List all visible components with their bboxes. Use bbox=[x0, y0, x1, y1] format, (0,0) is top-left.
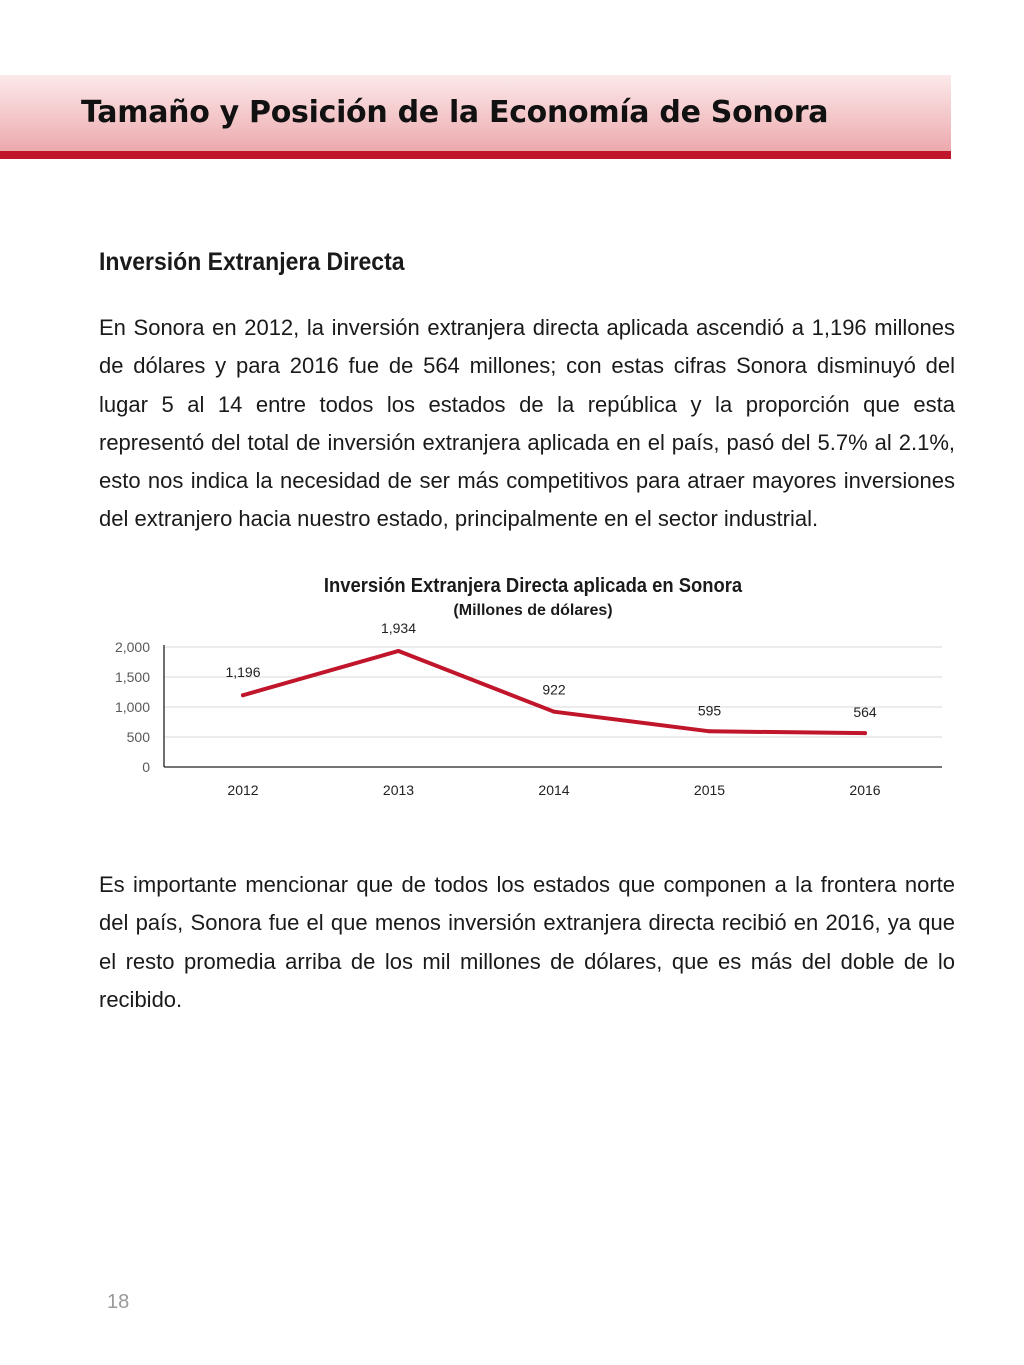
x-tick-label: 2013 bbox=[382, 782, 415, 798]
data-label: 922 bbox=[542, 681, 566, 698]
y-tick-label: 0 bbox=[142, 759, 150, 775]
data-point bbox=[397, 649, 401, 653]
x-tick-label: 2012 bbox=[227, 782, 259, 798]
chart-title: Inversión Extranjera Directa aplicada en Sonora bbox=[323, 575, 743, 597]
header-accent-line bbox=[0, 151, 951, 159]
chart-plot bbox=[100, 570, 960, 810]
y-tick-label: 2,000 bbox=[114, 639, 150, 655]
body-paragraph-1: En Sonora en 2012, la inversión extranjera directa aplicada ascendió a 1,196 millones de dólares y para 2016 fue de 564 millones; con estas cifras Sonora disminuyó del lugar 5 al 14 entre todos los estados de la república y la proporción que esta representó del total de inversión extranjera aplicada en el país, pasó del 5.7% al 2.1%, esto nos indica la necesidad de ser más competitivos para atraer mayores inversiones del extranjero hacia nuestro estado, principalmente en el sector industrial. bbox=[99, 315, 955, 532]
data-label: 595 bbox=[697, 702, 722, 719]
data-label: 1,934 bbox=[380, 619, 417, 636]
page-number: 18 bbox=[107, 1291, 130, 1313]
data-point bbox=[708, 729, 712, 733]
x-tick-label: 2014 bbox=[538, 782, 570, 798]
data-point bbox=[241, 693, 245, 697]
line-chart bbox=[100, 570, 960, 810]
data-label: 1,196 bbox=[225, 664, 261, 681]
x-tick-label: 2015 bbox=[693, 782, 726, 798]
data-point bbox=[863, 731, 867, 735]
section-heading: Inversión Extranjera Directa bbox=[99, 248, 405, 276]
data-point bbox=[552, 710, 556, 714]
page-title: Tamaño y Posición de la Economía de Sonora bbox=[81, 95, 829, 130]
x-tick-label: 2016 bbox=[849, 782, 881, 798]
y-tick-label: 1,000 bbox=[114, 699, 150, 715]
body-paragraph-2: Es importante mencionar que de todos los estados que componen a la frontera norte del país, Sonora fue el que menos inversión extranjera directa recibió en 2016, ya que el resto promedia arriba de los mil millones de dólares, que es más del doble de lo recibido. bbox=[99, 872, 955, 1012]
data-label: 564 bbox=[853, 704, 877, 721]
header-banner bbox=[0, 75, 951, 159]
y-tick-label: 1,500 bbox=[114, 669, 150, 685]
y-tick-label: 500 bbox=[126, 729, 150, 745]
chart-subtitle: (Millones de dólares) bbox=[453, 602, 613, 619]
